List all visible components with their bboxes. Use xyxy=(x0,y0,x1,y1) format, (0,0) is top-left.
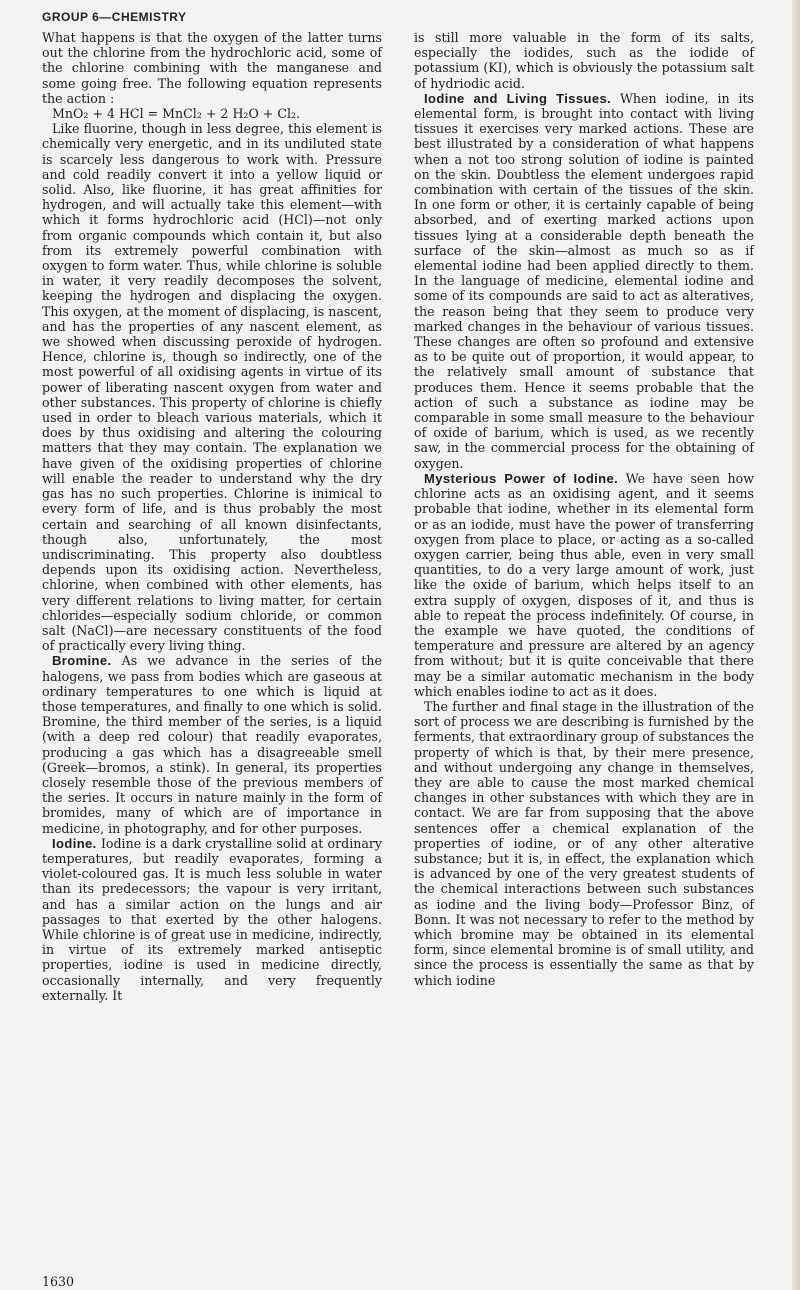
paragraph: Like fluorine, though in less degree, this element is chemically very energetic, and in its undiluted state is scarcely less dangerous to work with. Pressure and cold readily convert it into a yellow liquid or solid. Also, like fluorine, it has great affinities for hydrogen, and will actually take this element—with which it forms hydrochloric acid (HCl)—not only from organic compounds which contain it, but also from its extremely powerful combination with oxygen to form water. Thus, while chlorine is soluble in water, it very readily decomposes the solvent, keeping the hydrogen and displacing the oxygen. This oxygen, at the moment of displacing, is nascent, and has the properties of any nascent element, as we showed when discussing peroxide of hydrogen. Hence, chlorine is, though so indirectly, one of the most powerful of all oxidising agents in virtue of its power of liberating nascent oxygen from water and other substances. This property of chlorine is chiefly used in order to bleach various materials, which it does by thus oxidising and altering the colouring matters that they may contain. The explanation we have given of the oxidising properties of chlorine will enable the reader to understand why the dry gas has no such properties. Chlorine is inimical to every form of life, and is thus probably the most certain and searching of all known disinfectants, though also, unfortunately, the most undiscriminating. This property also doubtless depends upon its oxidising action. Nevertheless, chlorine, when combined with other elements, has very different relations to living matter, for certain chlorides—especially sodium chloride, or common salt (NaCl)—are necessary constituents of the food of practically every living thing. xyxy=(42,121,382,654)
section-iodine-living-tissues xyxy=(414,91,754,471)
section-heading: Iodine. xyxy=(52,835,97,851)
paragraph: is still more valuable in the form of its salts, especially the iodides, such as the iodide of potassium (KI), which is obviously the potassium salt of hydriodic acid. xyxy=(414,30,754,91)
paragraph: The further and final stage in the illustration of the sort of process we are describing is furnished by the ferments, that extraordinary group of substances the property of which is that, by their mere presence, and without undergoing any change in themselves, they are able to cause the most marked chemical changes in other substances with which they are in contact. We are far from supposing that the above sentences offer a chemical explanation of the properties of iodine, or of any other alterative substance; but it is, in effect, the explanation which is advanced by one of the very greatest students of the chemical interactions between such substances as iodine and the living body—Professor Binz, of Bonn. It was not necessary to refer to the method by which bromine may be obtained in its elemental form, since elemental bromine is of small utility, and since the process is essentially the same as that by which iodine xyxy=(414,698,754,988)
section-heading: Iodine and Living Tissues. xyxy=(424,90,612,106)
section-heading: Mysterious Power of Iodine. xyxy=(424,470,619,486)
section-body: Iodine is a dark crystalline solid at ordinary temperatures, but readily evaporates, forming a violet-coloured gas. It is much less soluble in water than its predecessors; the vapour is very irritant, and has a similar action on the lungs and air passages to that exerted by the other halogens. While chlorine is of great use in medicine, indirectly, in virtue of its extremely marked antiseptic properties, iodine is used in medicine directly, occasionally internally, and very frequently externally. It xyxy=(42,835,382,1003)
section-body: When iodine, in its elemental form, is brought into contact with living tissues it exercises very marked actions. These are best illustrated by a consideration of what happens when a not too strong solution of iodine is painted on the skin. Doubtless the element undergoes rapid combination with certain of the tissues of the skin. In one form or other, it is certainly capable of being absorbed, and of exerting marked actions upon tissues lying at a considerable depth beneath the surface of the skin—almost as much so as if elemental iodine had been applied directly to them. In the language of medicine, elemental iodine and some of its compounds are said to act as alteratives, the reason being that they seem to produce very marked changes in the behaviour of various tissues. These changes are often so profound and extensive as to be quite out of proportion, it would appear, to the relatively small amount of substance that produces them. Hence it seems probable that the action of such a substance as iodine may be comparable in some small measure to the behaviour of oxide of barium, which is used, as we recently saw, in the commercial process for the obtaining of oxygen. xyxy=(414,90,754,471)
paragraph: What happens is that the oxygen of the latter turns out the chlorine from the hydrochloric acid, some of the chlorine combining with the manganese and some going free. The following equation represents the action : xyxy=(42,30,382,106)
page-number: 1630 xyxy=(42,1274,75,1289)
right-column xyxy=(414,30,754,988)
section-heading: Bromine. xyxy=(52,653,112,669)
section-mysterious-power xyxy=(414,471,754,699)
section-bromine xyxy=(42,653,382,835)
left-column xyxy=(42,30,382,1003)
running-header: GROUP 6—CHEMISTRY xyxy=(42,10,187,24)
section-iodine xyxy=(42,836,382,1003)
chemical-equation: MnO₂ + 4 HCl = MnCl₂ + 2 H₂O + Cl₂. xyxy=(52,106,301,122)
section-body: As we advance in the series of the halogens, we pass from bodies which are gaseous at ordinary temperatures to one which is liquid at those temperatures, and finally to one which is solid. Bromine, the third member of the series, is a liquid (with a deep red colour) that readily evaporates, producing a gas which has a disagreeable smell (Greek—bromos, a stink). In general, its properties closely resemble those of the previous members of the series. It occurs in nature mainly in the form of bromides, many of which are of importance in medicine, in photography, and for other purposes. xyxy=(42,653,382,836)
page-edge xyxy=(792,0,800,1290)
section-body: We have seen how chlorine acts as an oxidising agent, and it seems probable that iodine, whether in its elemental form or as an iodide, must have the power of transferring oxygen from place to place, or acting as a so-called oxygen carrier, being thus able, even in very small quantities, to do a very large amount of work, just like the oxide of barium, which helps itself to an extra supply of oxygen, disposes of it, and thus is able to repeat the process indefinitely. Of course, in the example we have quoted, the conditions of temperature and pressure are altered by an agency from without; but it is quite conceivable that there may be a similar automatic mechanism in the body which enables iodine to act as it does. xyxy=(414,470,754,699)
